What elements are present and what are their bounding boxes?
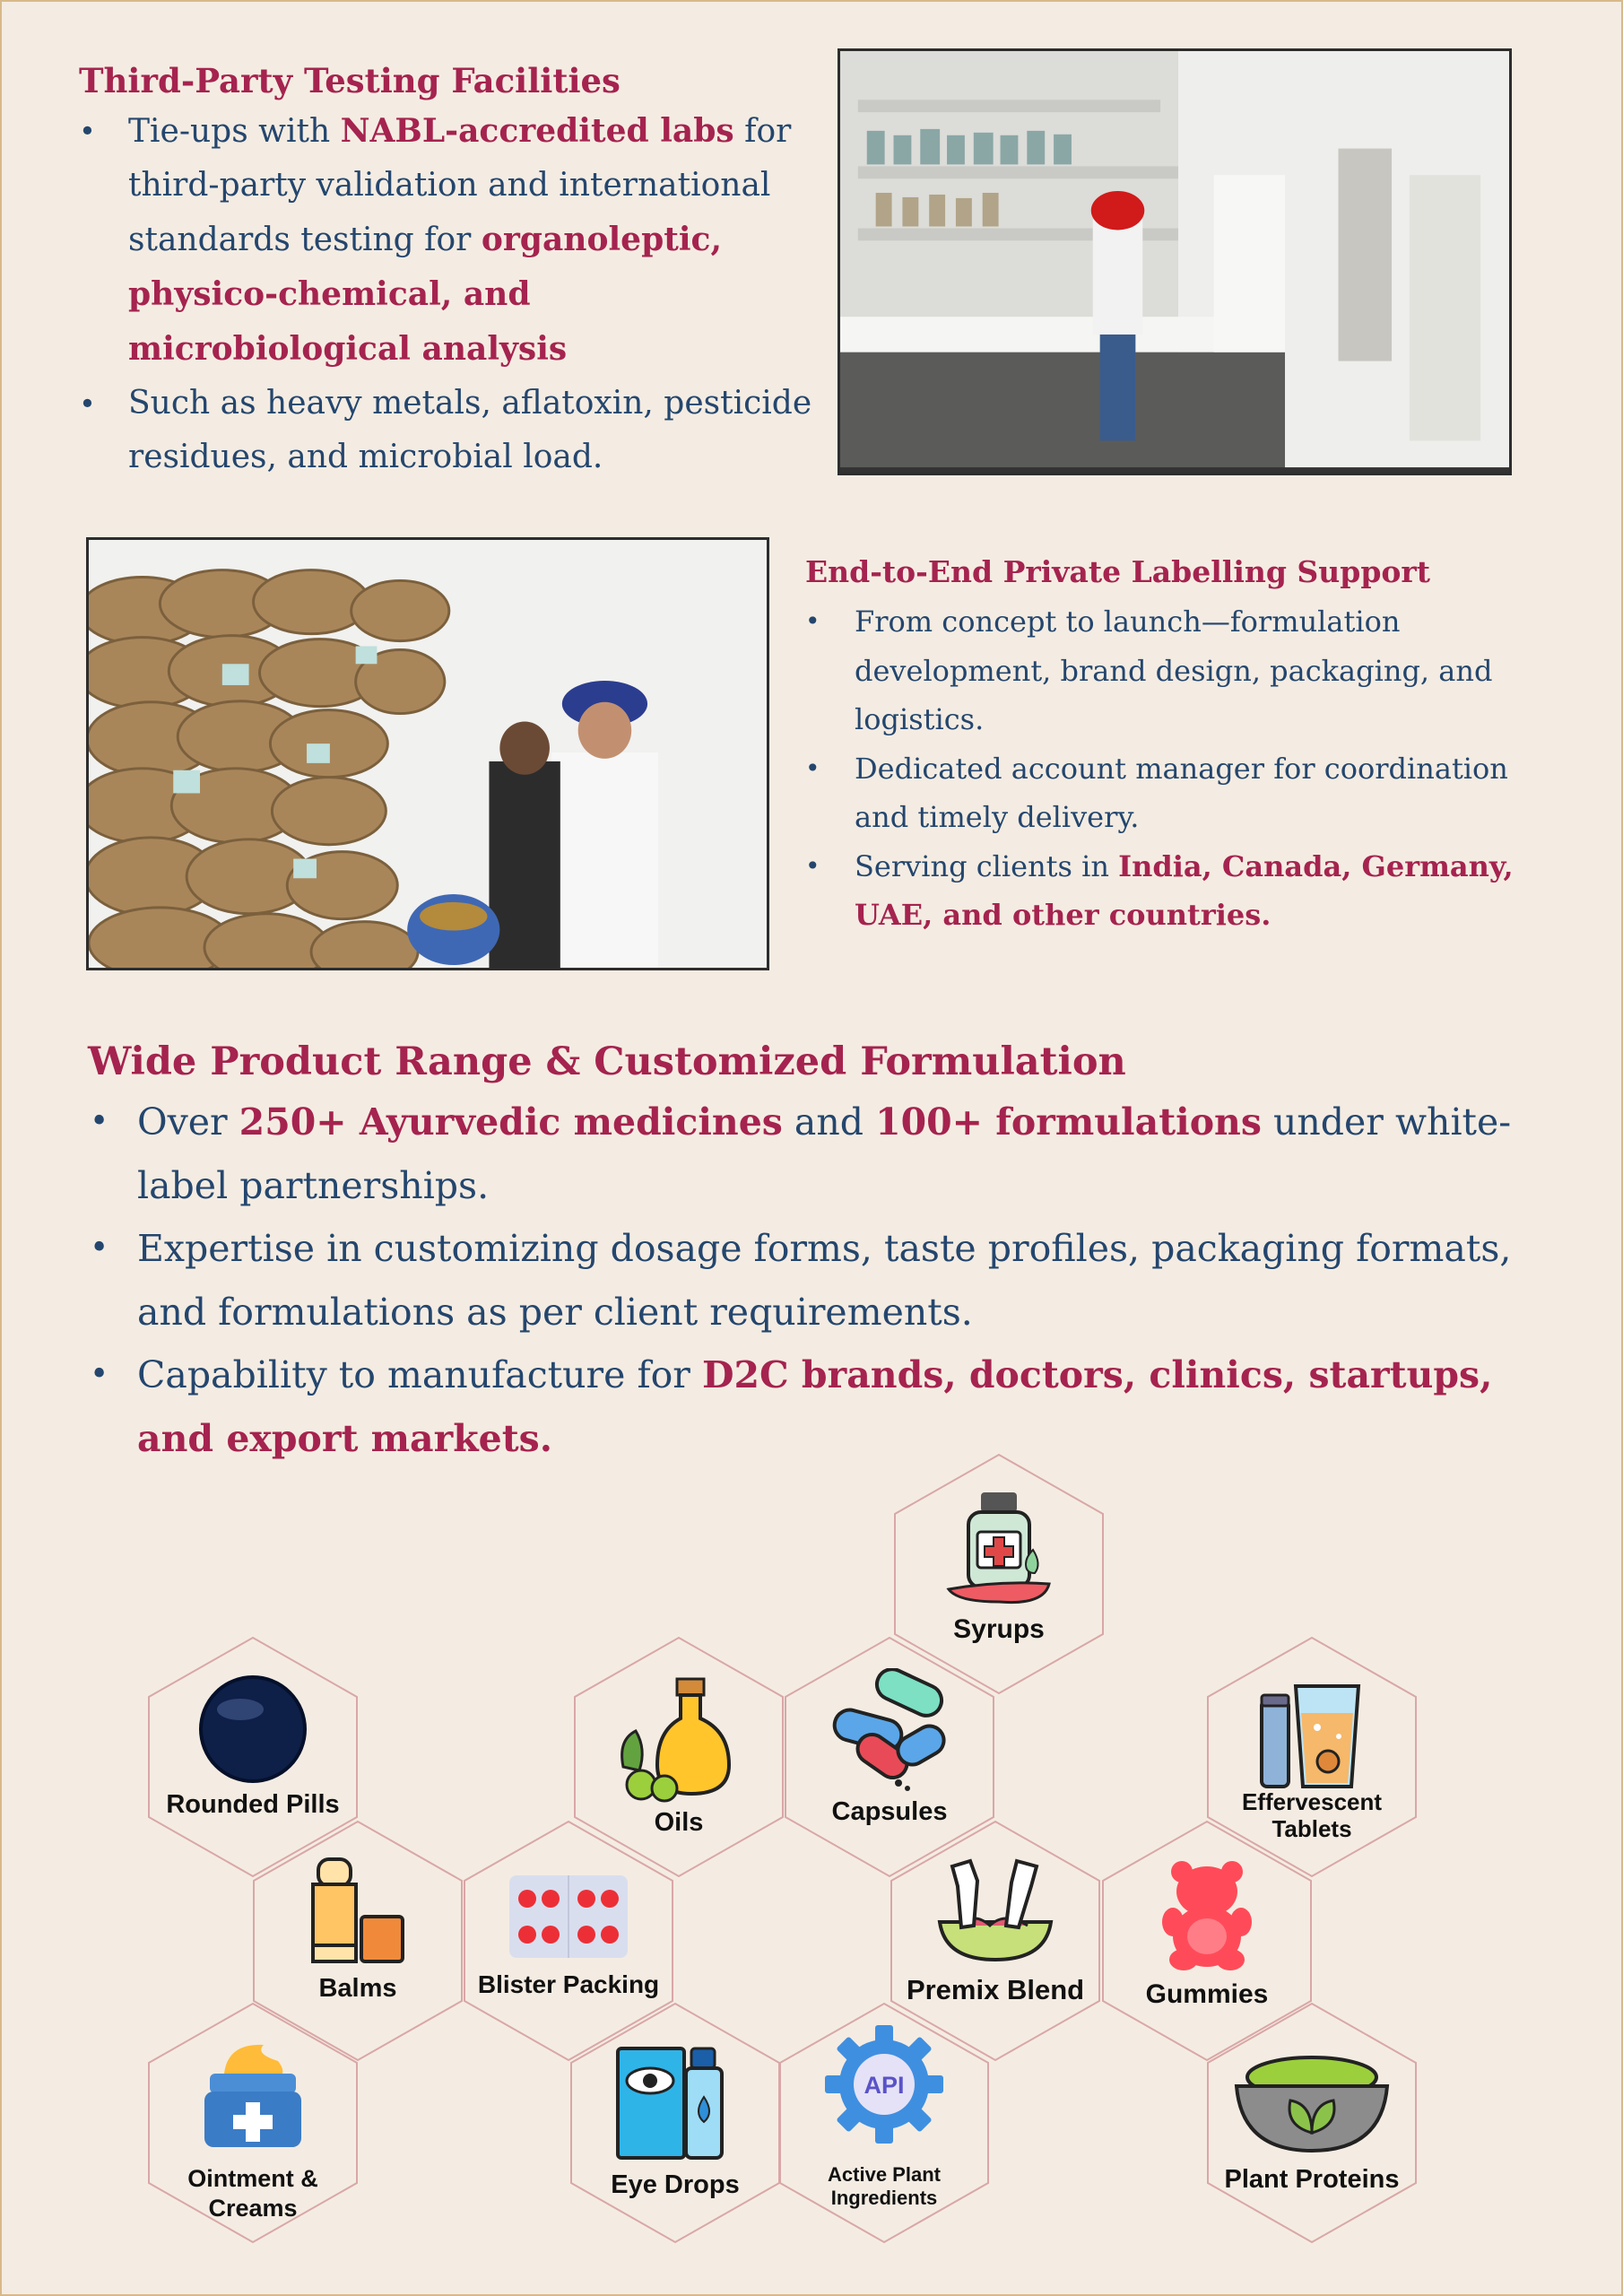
text-run: Capability to manufacture for (137, 1353, 702, 1396)
product-label-rounded-pills: Rounded Pills (166, 1790, 340, 1819)
product-label-ointment-1: Ointment & (187, 2165, 318, 2192)
eye-drops-icon (614, 2045, 736, 2161)
product-label-ointment-2: Creams (208, 2195, 298, 2222)
testing-section (79, 57, 814, 484)
product-hex-active-plant-ingredients (778, 2002, 990, 2244)
protein-bowl-icon (1231, 2048, 1393, 2156)
product-label-plant-proteins: Plant Proteins (1224, 2165, 1400, 2194)
product-label-active-plant-2: Ingredients (830, 2187, 938, 2209)
product-label-eye-drops: Eye Drops (611, 2170, 740, 2199)
product-hex-plant-proteins (1206, 2002, 1418, 2244)
text-run: and (782, 1100, 876, 1144)
cream-jar-icon (192, 2038, 314, 2151)
highlight-formulations: 100+ formulations (875, 1100, 1262, 1144)
product-label-blister-packing: Blister Packing (477, 1970, 660, 1998)
premix-blend-icon (934, 1857, 1056, 1965)
range-bullet-3 (88, 1344, 1558, 1470)
highlight-nabl: NABL-accredited labs (340, 112, 734, 150)
blister-pack-icon (508, 1874, 629, 1960)
api-badge-text: API (864, 2072, 905, 2099)
testing-list (79, 104, 814, 484)
testing-heading: Third-Party Testing Facilities (79, 61, 621, 100)
labelling-section (805, 547, 1567, 940)
rounded-pill-icon (197, 1674, 308, 1785)
syrup-bottle-icon (945, 1491, 1053, 1607)
labelling-bullet-3 (805, 842, 1567, 940)
api-gear-icon (825, 2025, 943, 2144)
product-label-capsules: Capsules (831, 1797, 948, 1826)
testing-bullet-1 (79, 104, 814, 377)
highlight-markets: D2C brands, doctors, clinics, startups, and export markets. (137, 1353, 1493, 1460)
product-label-gummies: Gummies (1145, 1979, 1269, 2009)
product-range-section (88, 1033, 1558, 1470)
highlight-analysis: organoleptic, physico-chemical, and microbiological analysis (128, 221, 722, 368)
product-label-syrups: Syrups (953, 1614, 1045, 1644)
balm-stick-icon (308, 1857, 406, 1965)
highlight-medicines: 250+ Ayurvedic medicines (239, 1100, 783, 1144)
text-run: Tie-ups with (128, 113, 341, 150)
product-hex-eye-drops (569, 2002, 781, 2244)
testing-bullet-2: • Such as heavy metals, aflatoxin, pesticide residues, and microbial load. (79, 377, 814, 484)
product-label-oils: Oils (654, 1808, 704, 1837)
labelling-bullet-2: • Dedicated account manager for coordination and timely delivery. (805, 744, 1567, 842)
range-bullet-2: • Expertise in customizing dosage forms, taste profiles, packaging formats, and formulations as per client requirements. (88, 1217, 1558, 1344)
text-run: Over (137, 1100, 239, 1144)
product-range-list (88, 1091, 1558, 1470)
labelling-list (805, 597, 1567, 940)
text-run: for third-party validation and international standards testing for (128, 113, 792, 258)
product-label-active-plant-1: Active Plant (828, 2163, 941, 2186)
capsules-icon (830, 1668, 947, 1794)
warehouse-photo (86, 537, 769, 970)
product-label-effervescent-2: Tablets (1271, 1815, 1352, 1842)
text-run: under white-label partnerships. (137, 1100, 1512, 1207)
labelling-heading: End-to-End Private Labelling Support (805, 554, 1431, 589)
product-range-heading: Wide Product Range & Customized Formulation (88, 1039, 1126, 1084)
range-bullet-1 (88, 1091, 1558, 1217)
product-hex-ointment-creams (147, 2002, 359, 2244)
gummy-bear-icon (1160, 1859, 1254, 1970)
product-label-premix-blend: Premix Blend (906, 1974, 1085, 2005)
effervescent-tablet-icon (1256, 1674, 1367, 1790)
labelling-bullet-1: • From concept to launch—formulation development, brand design, packaging, and logistics. (805, 597, 1567, 744)
product-label-effervescent-1: Effervescent (1241, 1788, 1383, 1815)
product-label-balms: Balms (318, 1974, 397, 2003)
laboratory-photo (838, 48, 1512, 475)
oil-bottle-icon (614, 1677, 743, 1803)
highlight-countries: India, Canada, Germany, UAE, and other countries. (855, 848, 1514, 932)
text-run: Serving clients in (855, 848, 1119, 883)
